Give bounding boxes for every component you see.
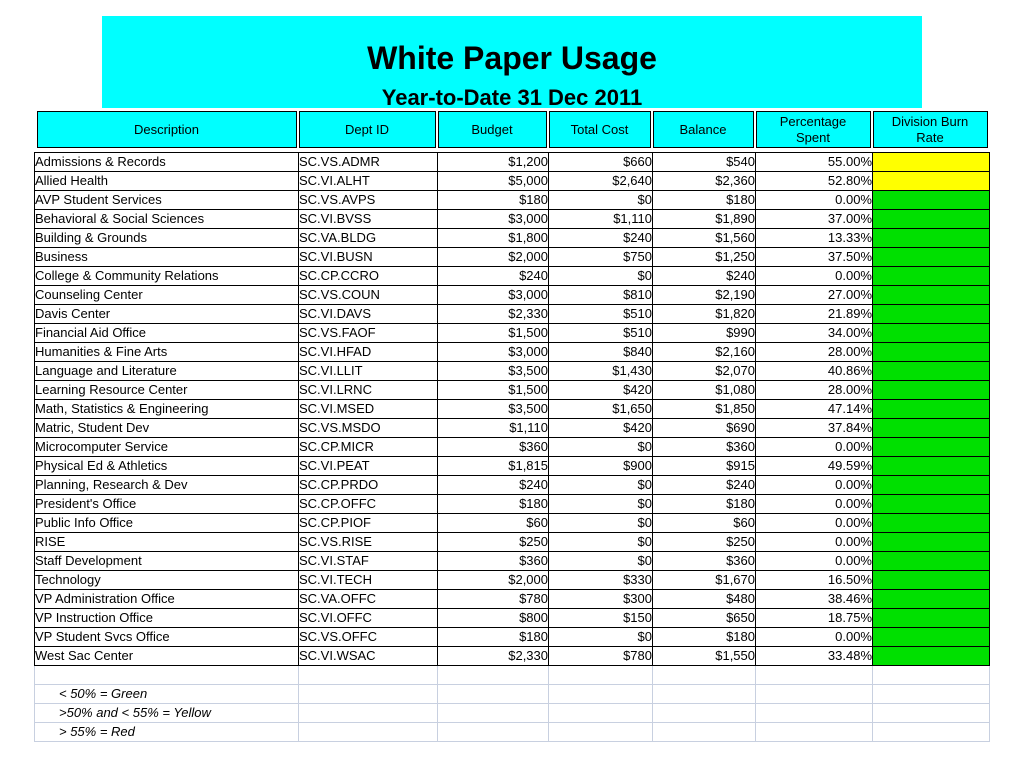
- cell-burn-rate-green: [873, 476, 990, 495]
- cell-percentage-spent: 0.00%: [756, 628, 873, 647]
- cell-budget: $1,800: [438, 229, 549, 248]
- cell-dept-id: SC.VI.MSED: [299, 400, 438, 419]
- cell-total-cost: $2,640: [549, 172, 653, 191]
- table-row: [35, 210, 990, 229]
- cell-percentage-spent: 49.59%: [756, 457, 873, 476]
- cell-dept-id: SC.VI.ALHT: [299, 172, 438, 191]
- cell-balance: $1,250: [653, 248, 756, 267]
- cell-balance: $2,360: [653, 172, 756, 191]
- cell-balance: $2,070: [653, 362, 756, 381]
- cell-dept-id: SC.VI.HFAD: [299, 343, 438, 362]
- table-row: [35, 267, 990, 286]
- cell-dept-id: SC.VI.TECH: [299, 571, 438, 590]
- cell-description: West Sac Center: [35, 647, 299, 666]
- table-row: [35, 362, 990, 381]
- cell-balance: $240: [653, 476, 756, 495]
- cell-percentage-spent: 0.00%: [756, 514, 873, 533]
- cell-dept-id: SC.VI.LLIT: [299, 362, 438, 381]
- empty-cell: [299, 723, 438, 742]
- table-row: [35, 248, 990, 267]
- cell-budget: $2,330: [438, 305, 549, 324]
- usage-table: [34, 110, 990, 742]
- cell-burn-rate-green: [873, 286, 990, 305]
- cell-burn-rate-yellow: [873, 172, 990, 191]
- cell-percentage-spent: 18.75%: [756, 609, 873, 628]
- table-row: [35, 476, 990, 495]
- cell-balance: $1,550: [653, 647, 756, 666]
- cell-total-cost: $0: [549, 267, 653, 286]
- cell-total-cost: $0: [549, 514, 653, 533]
- title-banner: [102, 16, 922, 108]
- table-row: [35, 400, 990, 419]
- cell-burn-rate-green: [873, 571, 990, 590]
- cell-total-cost: $240: [549, 229, 653, 248]
- cell-total-cost: $1,430: [549, 362, 653, 381]
- cell-balance: $1,670: [653, 571, 756, 590]
- cell-budget: $1,200: [438, 153, 549, 172]
- cell-burn-rate-green: [873, 457, 990, 476]
- cell-total-cost: $0: [549, 552, 653, 571]
- cell-total-cost: $300: [549, 590, 653, 609]
- cell-dept-id: SC.VA.BLDG: [299, 229, 438, 248]
- cell-dept-id: SC.VI.WSAC: [299, 647, 438, 666]
- cell-percentage-spent: 0.00%: [756, 552, 873, 571]
- table-row: [35, 552, 990, 571]
- cell-budget: $60: [438, 514, 549, 533]
- cell-burn-rate-green: [873, 590, 990, 609]
- empty-cell: [873, 704, 990, 723]
- table-row: [35, 419, 990, 438]
- cell-total-cost: $1,650: [549, 400, 653, 419]
- empty-cell: [549, 704, 653, 723]
- cell-total-cost: $810: [549, 286, 653, 305]
- cell-balance: $180: [653, 191, 756, 210]
- cell-percentage-spent: 0.00%: [756, 476, 873, 495]
- cell-dept-id: SC.VI.BUSN: [299, 248, 438, 267]
- table-row: [35, 286, 990, 305]
- cell-percentage-spent: 13.33%: [756, 229, 873, 248]
- cell-balance: $2,160: [653, 343, 756, 362]
- empty-cell: [873, 723, 990, 742]
- cell-percentage-spent: 37.00%: [756, 210, 873, 229]
- cell-percentage-spent: 37.84%: [756, 419, 873, 438]
- cell-burn-rate-green: [873, 267, 990, 286]
- table-row: [35, 324, 990, 343]
- cell-total-cost: $420: [549, 381, 653, 400]
- cell-burn-rate-green: [873, 324, 990, 343]
- cell-total-cost: $1,110: [549, 210, 653, 229]
- cell-budget: $3,000: [438, 210, 549, 229]
- cell-description: Math, Statistics & Engineering: [35, 400, 299, 419]
- cell-burn-rate-green: [873, 419, 990, 438]
- empty-cell: [35, 666, 299, 685]
- cell-total-cost: $330: [549, 571, 653, 590]
- table-row: [35, 191, 990, 210]
- cell-percentage-spent: 0.00%: [756, 438, 873, 457]
- cell-dept-id: SC.VS.RISE: [299, 533, 438, 552]
- cell-burn-rate-green: [873, 438, 990, 457]
- cell-description: VP Instruction Office: [35, 609, 299, 628]
- cell-budget: $360: [438, 552, 549, 571]
- cell-burn-rate-green: [873, 647, 990, 666]
- cell-balance: $60: [653, 514, 756, 533]
- cell-description: Counseling Center: [35, 286, 299, 305]
- cell-budget: $2,000: [438, 248, 549, 267]
- cell-burn-rate-green: [873, 609, 990, 628]
- cell-burn-rate-green: [873, 628, 990, 647]
- cell-budget: $180: [438, 628, 549, 647]
- empty-cell: [299, 666, 438, 685]
- cell-percentage-spent: 0.00%: [756, 533, 873, 552]
- cell-total-cost: $0: [549, 191, 653, 210]
- cell-description: RISE: [35, 533, 299, 552]
- cell-description: Planning, Research & Dev: [35, 476, 299, 495]
- cell-total-cost: $0: [549, 495, 653, 514]
- cell-dept-id: SC.CP.CCRO: [299, 267, 438, 286]
- cell-budget: $180: [438, 495, 549, 514]
- legend-row: [35, 723, 990, 742]
- table-row: [35, 153, 990, 172]
- cell-description: Language and Literature: [35, 362, 299, 381]
- cell-description: Humanities & Fine Arts: [35, 343, 299, 362]
- cell-description: Matric, Student Dev: [35, 419, 299, 438]
- cell-balance: $1,890: [653, 210, 756, 229]
- cell-balance: $2,190: [653, 286, 756, 305]
- header-row: [35, 110, 990, 149]
- cell-percentage-spent: 34.00%: [756, 324, 873, 343]
- cell-budget: $3,500: [438, 400, 549, 419]
- empty-cell: [653, 685, 756, 704]
- cell-percentage-spent: 33.48%: [756, 647, 873, 666]
- cell-total-cost: $0: [549, 476, 653, 495]
- legend-text: > 55% = Red: [35, 723, 299, 742]
- empty-cell: [653, 666, 756, 685]
- cell-balance: $690: [653, 419, 756, 438]
- cell-total-cost: $0: [549, 438, 653, 457]
- cell-budget: $3,000: [438, 286, 549, 305]
- empty-cell: [756, 666, 873, 685]
- cell-description: Public Info Office: [35, 514, 299, 533]
- table-row: [35, 381, 990, 400]
- cell-percentage-spent: 40.86%: [756, 362, 873, 381]
- cell-description: AVP Student Services: [35, 191, 299, 210]
- cell-total-cost: $840: [549, 343, 653, 362]
- table-row: [35, 647, 990, 666]
- cell-burn-rate-green: [873, 400, 990, 419]
- cell-percentage-spent: 28.00%: [756, 343, 873, 362]
- table-row: [35, 438, 990, 457]
- cell-description: Financial Aid Office: [35, 324, 299, 343]
- cell-balance: $1,820: [653, 305, 756, 324]
- cell-budget: $180: [438, 191, 549, 210]
- table-row: [35, 590, 990, 609]
- cell-total-cost: $750: [549, 248, 653, 267]
- empty-cell: [438, 723, 549, 742]
- cell-balance: $240: [653, 267, 756, 286]
- cell-dept-id: SC.CP.OFFC: [299, 495, 438, 514]
- column-header: Division Burn Rate: [873, 111, 988, 148]
- cell-description: President's Office: [35, 495, 299, 514]
- cell-total-cost: $780: [549, 647, 653, 666]
- empty-cell: [873, 685, 990, 704]
- table-row: [35, 229, 990, 248]
- cell-budget: $240: [438, 476, 549, 495]
- page-subtitle: Year-to-Date 31 Dec 2011: [381, 85, 643, 110]
- cell-burn-rate-green: [873, 495, 990, 514]
- cell-dept-id: SC.VI.PEAT: [299, 457, 438, 476]
- empty-cell: [756, 723, 873, 742]
- cell-dept-id: SC.VI.STAF: [299, 552, 438, 571]
- empty-cell: [756, 704, 873, 723]
- column-header: Dept ID: [299, 111, 436, 148]
- cell-dept-id: SC.CP.PIOF: [299, 514, 438, 533]
- column-header: Description: [37, 111, 297, 148]
- cell-dept-id: SC.VA.OFFC: [299, 590, 438, 609]
- cell-budget: $3,500: [438, 362, 549, 381]
- cell-total-cost: $900: [549, 457, 653, 476]
- cell-burn-rate-green: [873, 381, 990, 400]
- cell-budget: $2,330: [438, 647, 549, 666]
- empty-cell: [438, 685, 549, 704]
- cell-percentage-spent: 38.46%: [756, 590, 873, 609]
- cell-burn-rate-green: [873, 229, 990, 248]
- cell-budget: $250: [438, 533, 549, 552]
- cell-percentage-spent: 52.80%: [756, 172, 873, 191]
- cell-dept-id: SC.VI.DAVS: [299, 305, 438, 324]
- cell-balance: $1,080: [653, 381, 756, 400]
- table-row: [35, 514, 990, 533]
- cell-percentage-spent: 0.00%: [756, 191, 873, 210]
- cell-total-cost: $0: [549, 628, 653, 647]
- cell-percentage-spent: 27.00%: [756, 286, 873, 305]
- legend-row: [35, 704, 990, 723]
- cell-description: Technology: [35, 571, 299, 590]
- cell-burn-rate-green: [873, 514, 990, 533]
- cell-burn-rate-green: [873, 248, 990, 267]
- cell-burn-rate-green: [873, 552, 990, 571]
- cell-total-cost: $510: [549, 324, 653, 343]
- cell-balance: $990: [653, 324, 756, 343]
- cell-burn-rate-green: [873, 343, 990, 362]
- empty-cell: [756, 685, 873, 704]
- cell-description: Allied Health: [35, 172, 299, 191]
- cell-description: Physical Ed & Athletics: [35, 457, 299, 476]
- empty-cell: [653, 723, 756, 742]
- cell-burn-rate-green: [873, 305, 990, 324]
- cell-percentage-spent: 47.14%: [756, 400, 873, 419]
- legend-text: >50% and < 55% = Yellow: [35, 704, 299, 723]
- cell-balance: $1,560: [653, 229, 756, 248]
- cell-budget: $1,110: [438, 419, 549, 438]
- page-title: White Paper Usage: [367, 40, 657, 76]
- cell-description: Admissions & Records: [35, 153, 299, 172]
- table-row: [35, 609, 990, 628]
- cell-dept-id: SC.VI.BVSS: [299, 210, 438, 229]
- cell-percentage-spent: 55.00%: [756, 153, 873, 172]
- empty-cell: [299, 704, 438, 723]
- cell-dept-id: SC.VS.MSDO: [299, 419, 438, 438]
- column-header: Percentage Spent: [756, 111, 871, 148]
- cell-description: Building & Grounds: [35, 229, 299, 248]
- cell-budget: $1,815: [438, 457, 549, 476]
- cell-balance: $480: [653, 590, 756, 609]
- empty-cell: [438, 704, 549, 723]
- empty-cell: [549, 723, 653, 742]
- cell-description: Business: [35, 248, 299, 267]
- cell-balance: $180: [653, 628, 756, 647]
- cell-percentage-spent: 37.50%: [756, 248, 873, 267]
- cell-description: VP Administration Office: [35, 590, 299, 609]
- table-row: [35, 628, 990, 647]
- cell-budget: $3,000: [438, 343, 549, 362]
- cell-dept-id: SC.CP.MICR: [299, 438, 438, 457]
- table-row: [35, 343, 990, 362]
- cell-description: VP Student Svcs Office: [35, 628, 299, 647]
- cell-balance: $360: [653, 552, 756, 571]
- cell-description: Davis Center: [35, 305, 299, 324]
- cell-burn-rate-green: [873, 362, 990, 381]
- cell-burn-rate-yellow: [873, 153, 990, 172]
- empty-cell: [549, 666, 653, 685]
- cell-dept-id: SC.VS.FAOF: [299, 324, 438, 343]
- cell-dept-id: SC.VS.OFFC: [299, 628, 438, 647]
- empty-cell: [653, 704, 756, 723]
- table-row: [35, 457, 990, 476]
- blank-row: [35, 666, 990, 685]
- column-header: Balance: [653, 111, 754, 148]
- table-row: [35, 533, 990, 552]
- empty-cell: [549, 685, 653, 704]
- cell-budget: $1,500: [438, 324, 549, 343]
- empty-cell: [299, 685, 438, 704]
- cell-burn-rate-green: [873, 210, 990, 229]
- table-row: [35, 571, 990, 590]
- cell-balance: $915: [653, 457, 756, 476]
- cell-dept-id: SC.VI.LRNC: [299, 381, 438, 400]
- cell-budget: $5,000: [438, 172, 549, 191]
- cell-description: Learning Resource Center: [35, 381, 299, 400]
- empty-cell: [873, 666, 990, 685]
- cell-total-cost: $660: [549, 153, 653, 172]
- legend-row: [35, 685, 990, 704]
- column-header: Budget: [438, 111, 547, 148]
- cell-dept-id: SC.VS.AVPS: [299, 191, 438, 210]
- cell-burn-rate-green: [873, 191, 990, 210]
- empty-cell: [438, 666, 549, 685]
- table-row: [35, 305, 990, 324]
- cell-dept-id: SC.VS.COUN: [299, 286, 438, 305]
- cell-total-cost: $150: [549, 609, 653, 628]
- cell-percentage-spent: 28.00%: [756, 381, 873, 400]
- cell-balance: $360: [653, 438, 756, 457]
- cell-percentage-spent: 16.50%: [756, 571, 873, 590]
- cell-total-cost: $0: [549, 533, 653, 552]
- cell-description: Staff Development: [35, 552, 299, 571]
- cell-balance: $540: [653, 153, 756, 172]
- cell-budget: $2,000: [438, 571, 549, 590]
- cell-balance: $1,850: [653, 400, 756, 419]
- cell-description: Behavioral & Social Sciences: [35, 210, 299, 229]
- cell-budget: $360: [438, 438, 549, 457]
- table-row: [35, 172, 990, 191]
- cell-description: College & Community Relations: [35, 267, 299, 286]
- cell-burn-rate-green: [873, 533, 990, 552]
- legend-text: < 50% = Green: [35, 685, 299, 704]
- column-header: Total Cost: [549, 111, 651, 148]
- cell-budget: $1,500: [438, 381, 549, 400]
- cell-balance: $250: [653, 533, 756, 552]
- cell-budget: $800: [438, 609, 549, 628]
- cell-dept-id: SC.VS.ADMR: [299, 153, 438, 172]
- cell-total-cost: $510: [549, 305, 653, 324]
- cell-percentage-spent: 0.00%: [756, 267, 873, 286]
- cell-dept-id: SC.CP.PRDO: [299, 476, 438, 495]
- cell-balance: $180: [653, 495, 756, 514]
- cell-dept-id: SC.VI.OFFC: [299, 609, 438, 628]
- table-row: [35, 495, 990, 514]
- cell-percentage-spent: 0.00%: [756, 495, 873, 514]
- cell-total-cost: $420: [549, 419, 653, 438]
- cell-percentage-spent: 21.89%: [756, 305, 873, 324]
- cell-description: Microcomputer Service: [35, 438, 299, 457]
- cell-budget: $780: [438, 590, 549, 609]
- cell-budget: $240: [438, 267, 549, 286]
- cell-balance: $650: [653, 609, 756, 628]
